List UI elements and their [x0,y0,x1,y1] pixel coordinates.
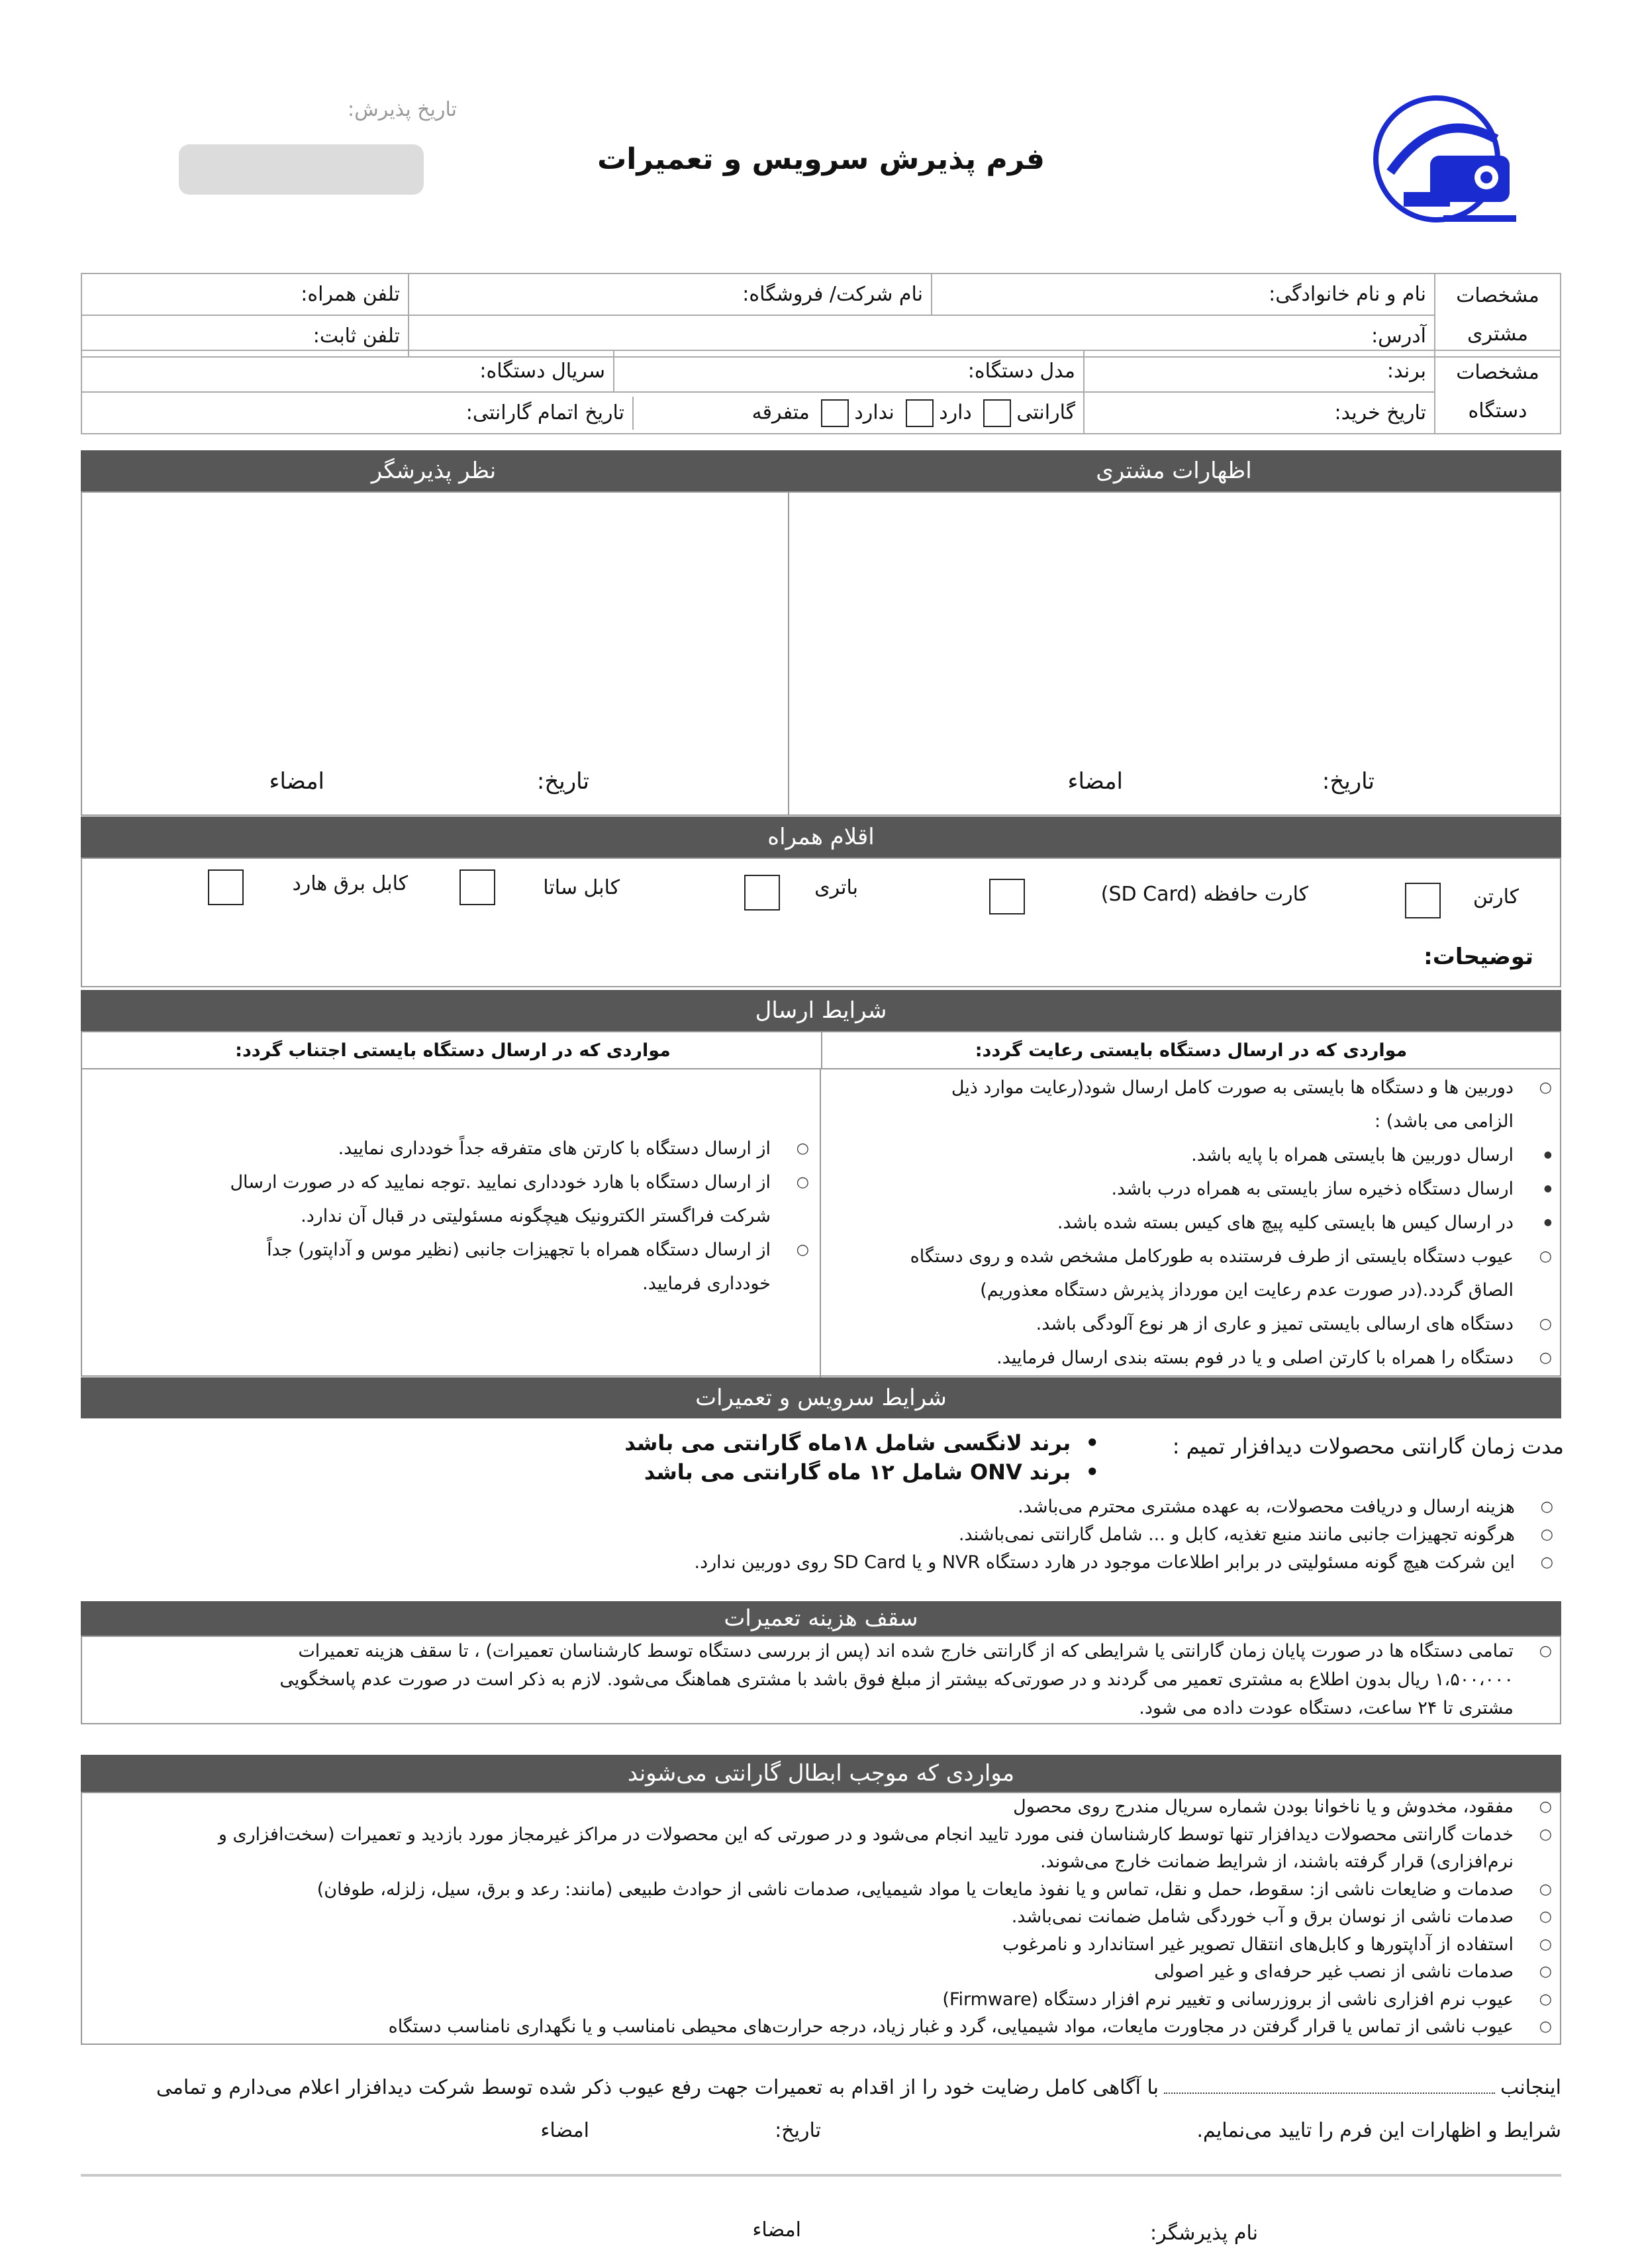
accessories-panel [81,858,1561,987]
void-item: ○ خدمات گارانتی محصولات دیدافزار تنها توسط کارشناسان فنی مورد تایید انجام می‌شود و در صورتی که این محصولات در مراکز غیرمجاز مورد بازدید و تعمیرات (سخت‌افزاری و [83,1821,1560,1849]
void-item: ○ عیوب ناشی از تماس یا قرار گرفتن در مجاورت مایعات، مواد شیمیایی، گرد و غبار زیاد، درجه حرارت‌های محیطی نامناسب و یا نگهداری نامناسب دستگاه [83,2013,1560,2041]
void-header-bar [81,1755,1561,1792]
must-item: ● ارسال دستگاه ذخیره ساز بایستی به همراه درب باشد. [825,1172,1560,1206]
service-rule-item: ○ هزینه ارسال و دریافت محصولات، به عهده مشتری محترم می‌باشد. [81,1493,1561,1521]
void-panel [81,1792,1561,2045]
brand2-warranty: • برند ONV شامل ۱۲ ماه گارانتی می باشد [644,1459,1099,1485]
device-section-label: مشخصات دستگاه [1435,350,1561,434]
cost-header-bar [81,1601,1561,1636]
void-item: ○ صدمات ناشی از نوسان برق و آب خوردگی شامل ضمانت نمی‌باشد. [83,1903,1560,1931]
company-logo [1364,93,1536,252]
agreement-line-2: شرایط و اظهارات این فرم را تایید می‌نمایم. [1196,2119,1561,2142]
mobile-field[interactable]: تلفن همراه: [81,273,409,315]
warranty-hasnot-checkbox[interactable] [906,399,934,427]
must-header: مواردی که در ارسال دستگاه بایستی رعایت گردد: [821,1032,1560,1069]
customer-statements-header: اظهارات مشتری [1096,458,1252,484]
must-item: ● ارسال دوربین ها بایستی همراه با پایه باشد. [825,1138,1560,1172]
void-item: ○ مفقود، مخدوش و یا ناخوانا بودن شماره سریال مندرج روی محصول [83,1793,1560,1821]
sdcard-label: کارت حافظه (SD Card) [1100,883,1308,906]
battery-checkbox[interactable] [744,875,780,911]
address-field[interactable]: آدرس: [409,315,1435,357]
cost-list [83,1637,1560,1722]
receiver-date-label: تاریخ: [536,768,589,795]
brand-field[interactable]: برند: [1084,350,1435,392]
service-rules-list [81,1493,1561,1577]
info-grid [81,273,1561,358]
must-list [825,1071,1560,1375]
purchase-date-field[interactable]: تاریخ خرید: [1084,392,1435,434]
footer-divider [81,2174,1561,2177]
void-item: ○ عیوب نرم افزاری ناشی از بروزرسانی و تغییر نرم افزار دستگاه (Firmware) [83,1986,1560,2014]
cost-header: سقف هزینه تعمیرات [724,1605,918,1632]
receiver-opinion-header: نظر پذیرشگر [371,458,497,484]
must-item: ○ دستگاه را همراه با کارتن اصلی و یا در فوم بسته بندی ارسال فرمایید. [825,1341,1560,1375]
cost-line: ○ تمامی دستگاه ها در صورت پایان زمان گارانتی یا شرایطی که از گارانتی خارج شده اند (پس از بررسی دستگاه توسط کارشناسان تعمیرات) ، تا سقف هزینه تعمیرات [83,1637,1560,1665]
sata-checkbox[interactable] [459,869,495,905]
customer-date-label: تاریخ: [1322,768,1375,795]
customer-name-field[interactable]: نام و نام خانوادگی: [932,273,1435,315]
receiver-sign-label: امضاء [269,768,324,795]
cost-line: مشتری تا ۲۴ ساعت، دستگاه عودت داده می شود. [1139,1698,1514,1718]
receiver-opinion-area[interactable] [81,491,789,816]
receipt-date-label: تاریخ پذیرش: [348,98,457,121]
avoid-item: خودداری فرمایید. [642,1273,771,1294]
statements-header-bar [81,450,1561,491]
cost-line: ۱،۵۰۰،۰۰۰ ریال بدون اطلاع به مشتری تعمیر می گردند و در صورتی‌که بیشتر از مبلغ فوق باشد با مشتری هماهنگ می‌شود. لازم به ذکر است در صورت عدم پاسخگویی [279,1669,1514,1690]
void-item: ○ صدمات و ضایعات ناشی از: سقوط، حمل و نقل، تماس و یا نفوذ مایعات یا مواد شیمیایی، صدمات ناشی از حوادث طبیعی (مانند: رعد و برق، سیل، زلزله، طوفان) [83,1876,1560,1904]
avoid-item: ○ از ارسال دستگاه با کارتن های متفرقه جداً خودداری نمایید. [82,1132,817,1165]
agreement-sign-label: امضاء [540,2119,589,2142]
sata-label: کابل ساتا [543,876,620,899]
brand1-warranty: • برند لانگسی شامل ۱۸ماه گارانتی می باشد [624,1430,1099,1455]
misc-label: متفرقه [751,401,810,424]
must-item: الصاق گردد.(در صورت عدم رعایت این مورداز پذیرش دستگاه معذوریم) [980,1280,1514,1301]
must-item: ● در ارسال کیس ها بایستی کلیه پیچ های کیس بسته شده باشد. [825,1206,1560,1240]
avoid-item: ○ از ارسال دستگاه همراه با تجهیزات جانبی (نظیر موس و آداپتور) جداً [82,1233,817,1267]
company-field[interactable]: نام شرکت/ فروشگاه: [409,273,932,315]
form-title: فرم پذیرش سرویس و تعمیرات [597,142,1045,176]
avoid-list [82,1132,817,1301]
carton-checkbox[interactable] [1405,883,1441,918]
must-item: ○ دوربین ها و دستگاه ها بایستی به صورت کامل ارسال شود(رعایت موارد ذیل [825,1071,1560,1105]
receiver-name-label: نام پذیرشگر: [1150,2222,1258,2245]
warranty-options [633,397,1083,430]
agreement-date-label: تاریخ: [775,2119,821,2142]
service-header: شرایط سرویس و تعمیرات [695,1385,947,1411]
hasnot-label: ندارد [854,401,894,424]
shipping-panel [81,1031,1561,1377]
power-cable-checkbox[interactable] [208,869,244,905]
footer-sign-label: امضاء [752,2218,801,2242]
warranty-misc-checkbox[interactable] [821,399,849,427]
void-item: ○ صدمات ناشی از نصب غیر حرفه‌ای و غیر اصولی [83,1958,1560,1986]
accessories-header-bar [81,816,1561,858]
model-field[interactable]: مدل دستگاه: [614,350,1084,392]
warranty-has-checkbox[interactable] [983,399,1011,427]
shipping-header: شرایط ارسال [755,997,887,1024]
must-item: ○ عیوب دستگاه بایستی از طرف فرستنده به طورکامل مشخص شده و روی دستگاه [825,1240,1560,1273]
has-label: دارد [939,401,972,424]
battery-label: باتری [814,876,858,899]
accessories-header: اقلام همراه [767,824,875,850]
avoid-header: مواردی که در ارسال دستگاه بایستی اجتناب گردد: [82,1032,824,1069]
must-item: الزامی می باشد) : [1375,1111,1514,1132]
avoid-item: شرکت فراگستر الکترونیک هیچگونه مسئولیتی در قبال آن ندارد. [301,1206,771,1226]
carton-label: کارتن [1473,885,1519,909]
void-header: مواردی که موجب ابطال گارانتی می‌شوند [627,1760,1015,1787]
cost-panel [81,1636,1561,1724]
serial-field[interactable]: سریال دستگاه: [81,350,614,392]
customer-name-blank[interactable] [1164,2093,1495,2094]
warranty-label: گارانتی [1016,401,1075,424]
service-rule-item: ○ هرگونه تجهیزات جانبی مانند منبع تغذیه، کابل و ... شامل گارانتی نمی‌باشند. [81,1521,1561,1549]
service-rule-item: ○ این شرکت هیچ گونه مسئولیتی در برابر اطلاعات موجود در هارد دستگاه NVR و یا SD Card روی دوربین ندارد. [81,1549,1561,1577]
receipt-date-field[interactable] [179,144,424,195]
shipping-header-bar [81,990,1561,1031]
device-grid [81,350,1561,434]
customer-sign-label: امضاء [1067,768,1123,795]
customer-statements-area[interactable] [788,491,1561,816]
void-list [83,1793,1560,2041]
sdcard-checkbox[interactable] [989,879,1025,914]
warranty-period-title: مدت زمان گارانتی محصولات دیدافزار تمیم : [1172,1434,1564,1459]
must-item: ○ دستگاه های ارسالی بایستی تمیز و عاری از هر نوع آلودگی باشد. [825,1307,1560,1341]
warranty-end-field[interactable]: تاریخ اتمام گارانتی: [465,401,624,424]
notes-label: توضیحات: [1424,944,1533,970]
void-item: نرم‌افزاری) قرار گرفته باشند، از شرایط ضمانت خارج می‌شوند. [1039,1851,1514,1872]
service-header-bar [81,1377,1561,1418]
void-item: ○ استفاده از آداپتورها و کابل‌های انتقال تصویر غیر استاندارد و نامرغوب [83,1931,1560,1959]
customer-section-label: مشخصات مشتری [1435,273,1561,357]
power-cable-label: کابل برق هارد [292,872,408,895]
phone-field[interactable]: تلفن ثابت: [81,315,409,357]
avoid-item: ○ از ارسال دستگاه با هارد خودداری نمایید .توجه نمایید که در صورت ارسال [82,1165,817,1199]
agreement-line-1: اینجانببا آگاهی کامل رضایت خود را از اقدام به تعمیرات جهت رفع عیوب ذکر شده توسط شرکت دیدافزار اعلام می‌دارم و تمامی [156,2076,1561,2099]
